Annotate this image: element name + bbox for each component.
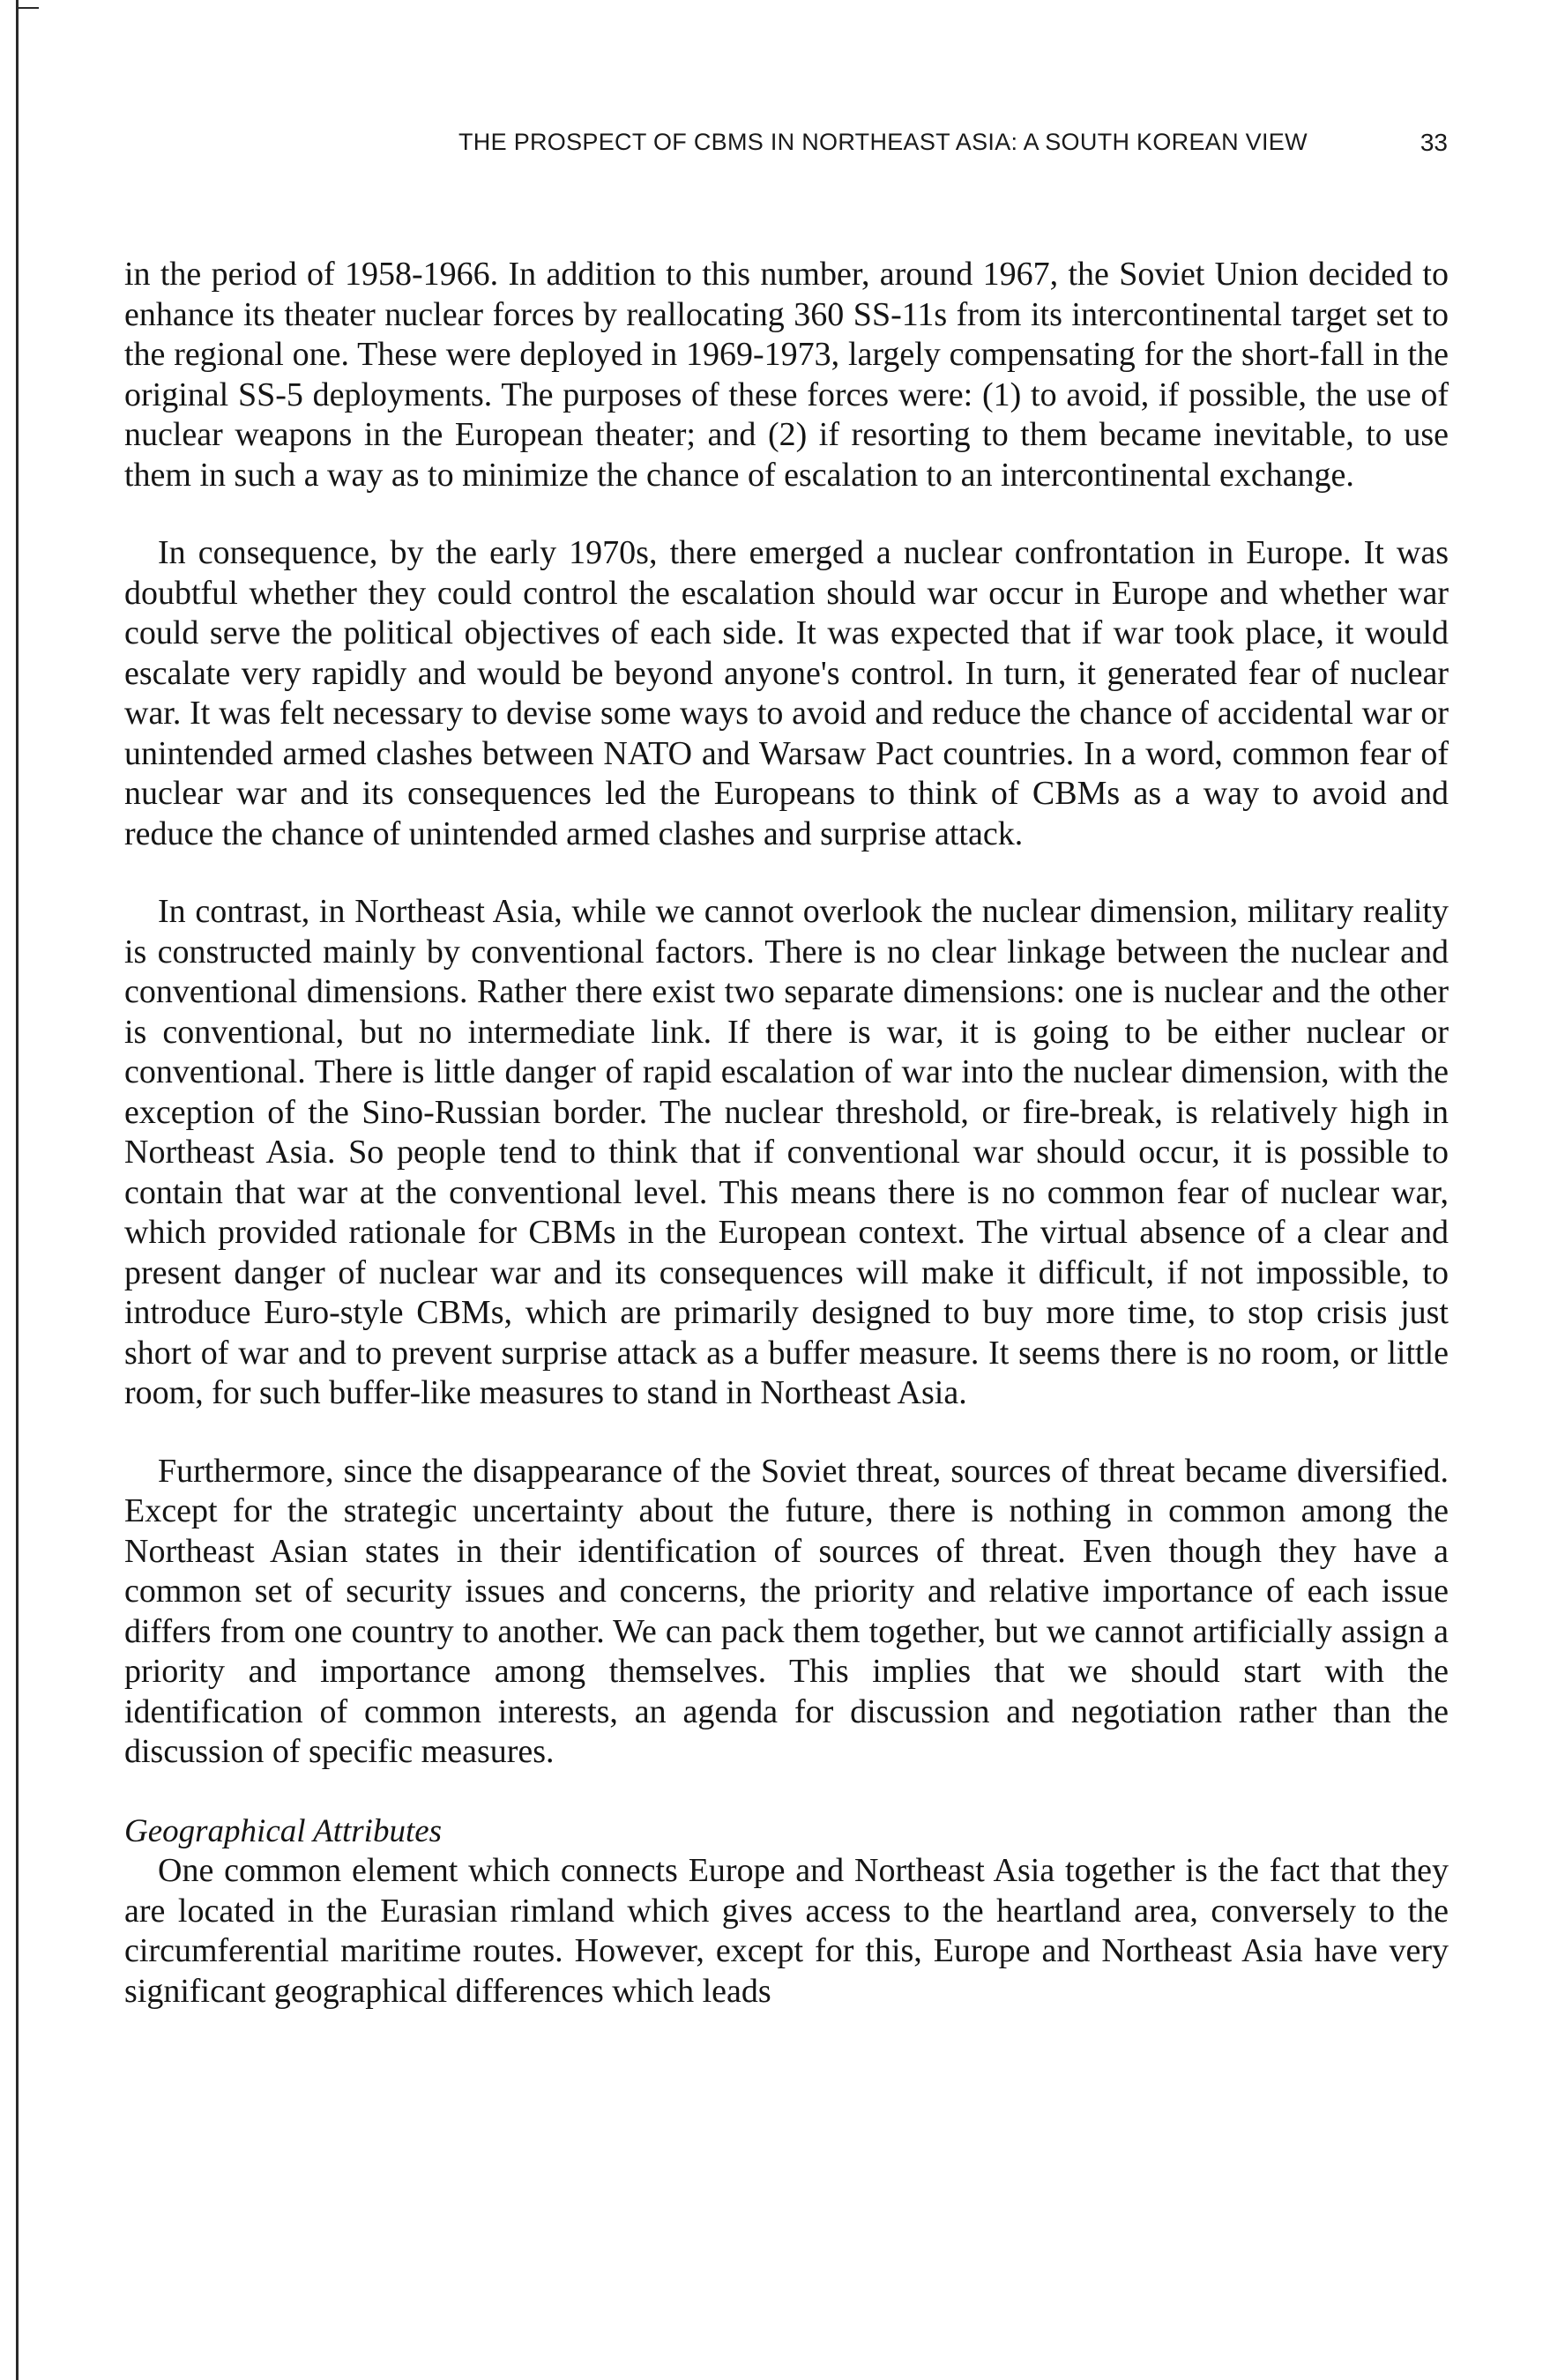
paragraph-2: In consequence, by the early 1970s, there emerged a nuclear confrontation in Europe. It was doubtful whether they could control the escalation should war occur in Europe and whether war could serve the political objectives of each side. It was expected that if war took place, it would escalate very rapidly and would be beyond anyone's control. In turn, it generated fear of nuclear war. It was felt necessary to devise some ways to avoid and reduce the chance of accidental war or unintended armed clashes between NATO and Warsaw Pact countries. In a word, common fear of nuclear war and its consequences led the Europeans to think of CBMs as a way to avoid and reduce the chance of unintended armed clashes and surprise attack. [124, 534, 1449, 852]
paragraph-3: In contrast, in Northeast Asia, while we cannot overlook the nuclear dimension, military reality is constructed mainly by conventional factors. There is no clear linkage between the nuclear and conventional dimensions. Rather there exist two separate dimensions: one is nuclear and the other is conventional, but no intermediate link. If there is war, it is going to be either nuclear or conventional. There is little danger of rapid escalation of war into the nuclear dimension, with the exception of the Sino-Russian border. The nuclear threshold, or fire-break, is relatively high in Northeast Asia. So people tend to think that if conventional war should occur, it is possible to contain that war at the conventional level. This means there is no common fear of nuclear war, which provided rationale for CBMs in the European context. The virtual absence of a clear and present danger of nuclear war and its consequences will make it difficult, if not impossible, to introduce Euro-style CBMs, which are primarily designed to buy more time, to stop crisis just short of war and to prevent surprise attack as a buffer measure. It seems there is no room, or little room, for such buffer-like measures to stand in Northeast Asia. [124, 893, 1449, 1411]
paragraph-4: Furthermore, since the disappearance of the Soviet threat, sources of threat became diversified. Except for the strategic uncertainty about the future, there is nothing in common among the Northeast Asian states in their identification of sources of threat. Even though they have a common set of security issues and concerns, the priority and relative importance of each issue differs from one country to another. We can pack them together, but we cannot artificially assign a priority and importance among themselves. This implies that we should start with the identification of common interests, an agenda for discussion and negotiation rather than the discussion of specific measures. [124, 1452, 1449, 1770]
scan-corner-mark [16, 7, 39, 9]
body-text [124, 255, 1449, 2012]
section-heading: Geographical Attributes [124, 1812, 443, 1849]
paragraph-1: in the period of 1958-1966. In addition to this number, around 1967, the Soviet Union decided to enhance its theater nuclear forces by reallocating 360 SS-11s from its intercontinental target set to the regional one. These were deployed in 1969-1973, largely compensating for the short-fall in the original SS-5 deployments. The purposes of these forces were: (1) to avoid, if possible, the use of nuclear weapons in the European theater; and (2) if resorting to them became inevitable, to use them in such a way as to minimize the chance of escalation to an intercontinental exchange. [124, 256, 1449, 494]
running-header: THE PROSPECT OF CBMS IN NORTHEAST ASIA: A SOUTH KOREAN VIEW [458, 129, 1308, 155]
section-paragraph: One common element which connects Europe and Northeast Asia together is the fact that they are located in the Eurasian rimland which gives access to the heartland area, conversely to the circumferential maritime routes. However, except for this, Europe and Northeast Asia have very significant geographical differences which leads [124, 1852, 1449, 2010]
scan-margin-line [16, 0, 19, 2380]
page-number: 33 [1420, 129, 1448, 156]
